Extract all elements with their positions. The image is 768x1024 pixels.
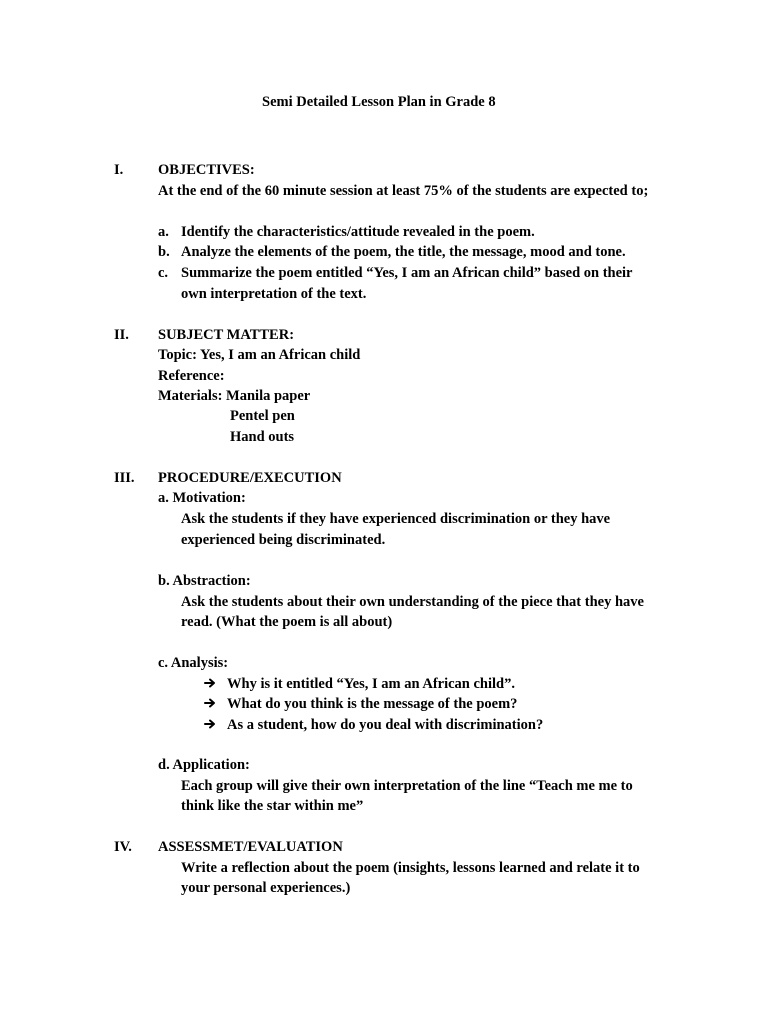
analysis-question: What do you think is the message of the poem? — [227, 696, 518, 712]
section-heading-subject-matter: SUBJECT MATTER: — [158, 327, 295, 343]
arrow-bullet-icon — [204, 697, 216, 709]
procedure-motivation-label: a. Motivation: — [158, 490, 246, 506]
subject-reference: Reference: — [158, 368, 225, 384]
procedure-analysis-label: c. Analysis: — [158, 655, 229, 671]
subject-material-item: Pentel pen — [230, 408, 295, 424]
procedure-application-label: d. Application: — [158, 757, 250, 773]
section-numeral-objectives: I. — [114, 162, 124, 178]
procedure-abstraction-text: Ask the students about their own understanding of the piece that they have — [181, 594, 644, 610]
section-heading-objectives: OBJECTIVES: — [158, 162, 255, 178]
objective-letter-b: b. — [158, 244, 170, 260]
section-numeral-procedure: III. — [114, 470, 135, 486]
objective-item-b: Analyze the elements of the poem, the title, the message, mood and tone. — [181, 244, 626, 260]
procedure-motivation-text: experienced being discriminated. — [181, 532, 386, 548]
arrow-bullet-icon — [204, 718, 216, 730]
arrow-bullet-icon — [204, 677, 216, 689]
subject-topic: Topic: Yes, I am an African child — [158, 347, 361, 363]
analysis-question: As a student, how do you deal with discrimination? — [227, 717, 544, 733]
analysis-question: Why is it entitled “Yes, I am an African child”. — [227, 676, 515, 692]
section-numeral-subject-matter: II. — [114, 327, 129, 343]
section-numeral-assessment: IV. — [114, 839, 132, 855]
objective-item-a: Identify the characteristics/attitude revealed in the poem. — [181, 224, 535, 240]
objective-item-c-continued: own interpretation of the text. — [181, 286, 367, 302]
section-heading-procedure: PROCEDURE/EXECUTION — [158, 470, 342, 486]
procedure-application-text: Each group will give their own interpretation of the line “Teach me me to — [181, 778, 633, 794]
objective-letter-a: a. — [158, 224, 169, 240]
assessment-text: your personal experiences.) — [181, 880, 351, 896]
objective-item-c: Summarize the poem entitled “Yes, I am an African child” based on their — [181, 265, 633, 281]
subject-materials: Materials: Manila paper — [158, 388, 311, 404]
procedure-motivation-text: Ask the students if they have experienced discrimination or they have — [181, 511, 611, 527]
page-title: Semi Detailed Lesson Plan in Grade 8 — [262, 94, 496, 110]
subject-material-item: Hand outs — [230, 429, 295, 445]
procedure-application-text: think like the star within me” — [181, 798, 364, 814]
objective-letter-c: c. — [158, 265, 169, 281]
procedure-abstraction-label: b. Abstraction: — [158, 573, 251, 589]
section-heading-assessment: ASSESSMET/EVALUATION — [158, 839, 343, 855]
objectives-intro: At the end of the 60 minute session at least 75% of the students are expected to; — [158, 183, 649, 199]
procedure-abstraction-text: read. (What the poem is all about) — [181, 614, 393, 630]
assessment-text: Write a reflection about the poem (insights, lessons learned and relate it to — [181, 860, 640, 876]
